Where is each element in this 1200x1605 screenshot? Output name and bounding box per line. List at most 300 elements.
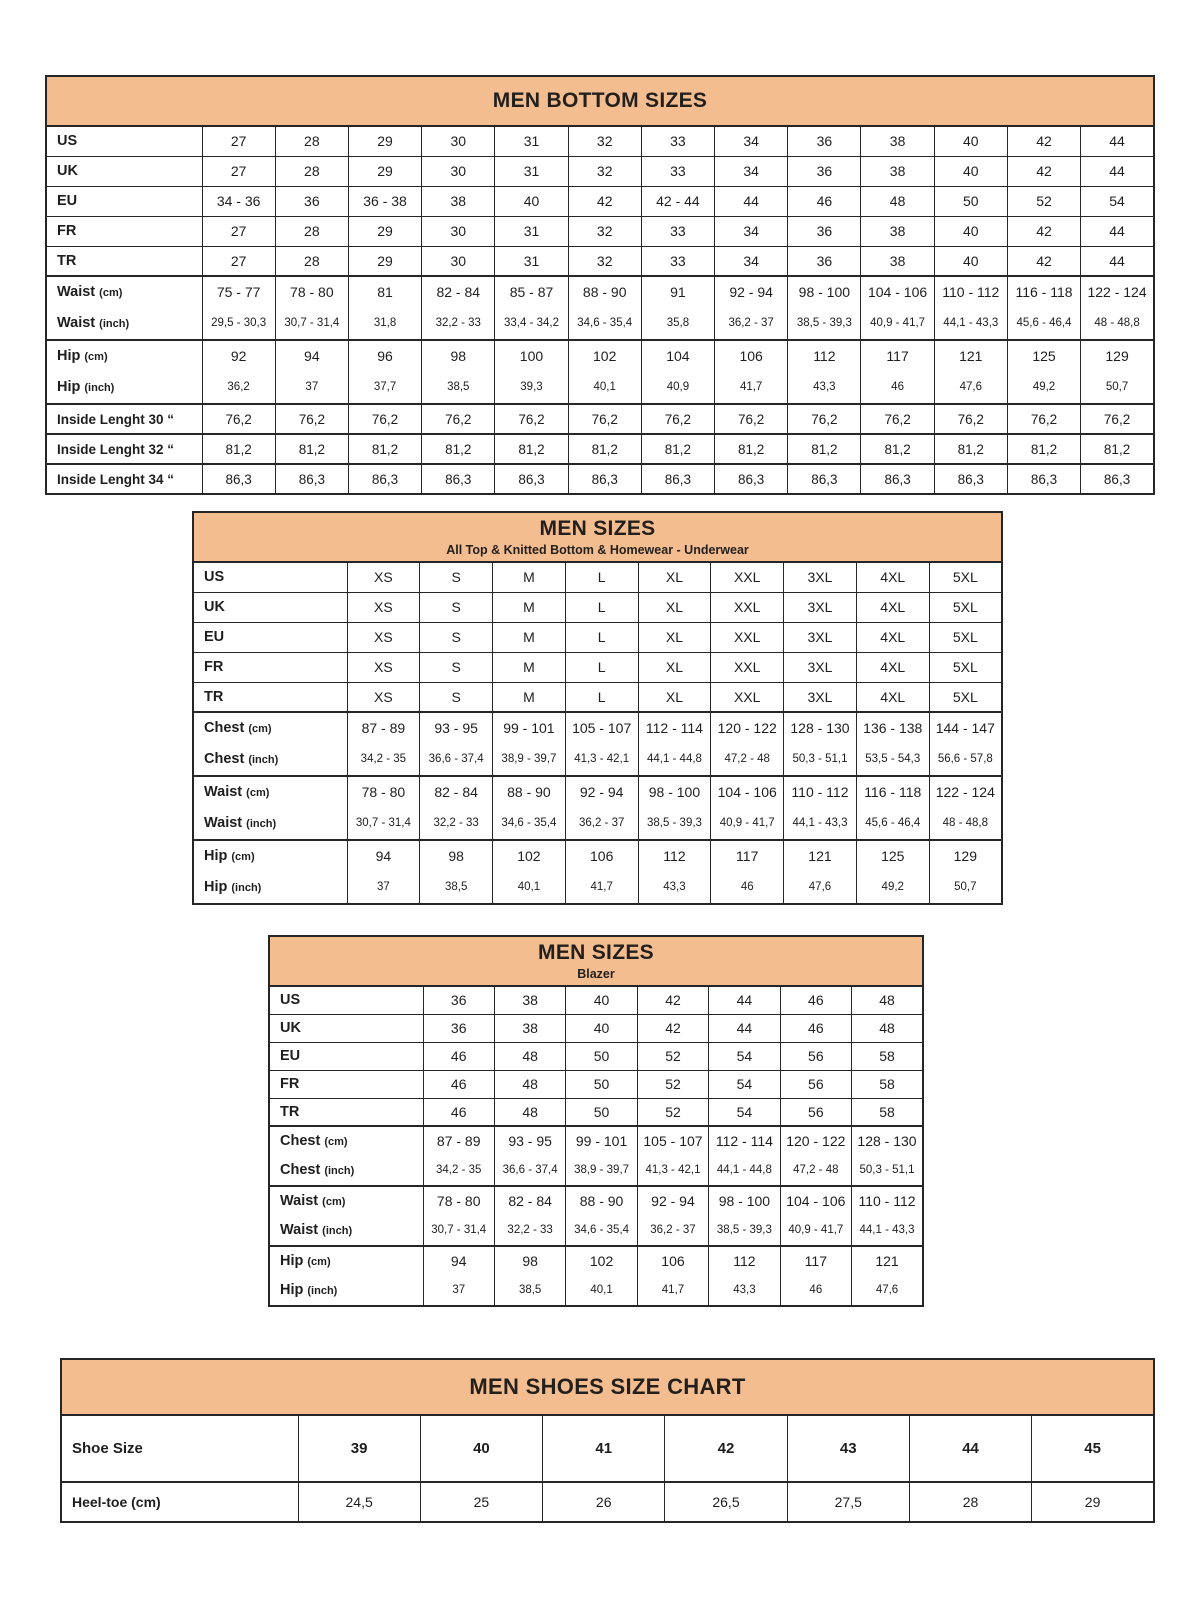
row-label [193,712,347,776]
measure-unit: (cm) [231,851,255,863]
size-cell: 56 [780,1098,851,1126]
size-cell: 76,2 [568,404,641,434]
table-row [193,652,1002,682]
measure-cell [709,1246,780,1306]
size-cell: 46 [788,186,861,216]
measure-cell [856,776,929,840]
size-cell: S [420,622,493,652]
inch-value: 47,6 [808,881,832,893]
inch-value: 40,1 [517,881,541,893]
measure-cell [638,840,711,904]
size-cell: 36 [423,986,494,1014]
measure-cell [565,840,638,904]
cm-value: 82 - 84 [508,1193,552,1209]
size-cell: 40 [420,1415,542,1482]
table-title: MEN BOTTOM SIZES [492,89,708,112]
size-cell: 50 [566,1098,637,1126]
cm-value: 144 - 147 [935,720,995,736]
table-row [46,186,1154,216]
size-cell: 40 [934,216,1007,246]
inch-value: 32,2 - 33 [433,817,479,829]
size-cell: XL [638,622,711,652]
size-cell: 34 [715,126,788,156]
size-cell: L [565,592,638,622]
cm-value: 78 - 80 [361,784,406,800]
size-cell: 52 [1007,186,1080,216]
measure-cell [780,1126,851,1186]
size-cell: 4XL [856,682,929,712]
table-header [269,936,923,986]
size-table-grid [60,1358,1155,1523]
row-label: FR [269,1070,423,1098]
size-cell: XL [638,682,711,712]
inch-value: 47,2 - 48 [724,753,770,765]
table-header-row [193,512,1002,562]
measure-cell [780,1246,851,1306]
measure-cell [1007,276,1080,340]
measure-name: Chest [280,1162,321,1178]
measure-cell [565,776,638,840]
row-label: Inside Lenght 30 “ [46,404,202,434]
size-cell: 56 [780,1070,851,1098]
size-cell: 24,5 [298,1482,420,1522]
inch-value: 44,1 - 43,3 [943,317,999,329]
cm-value: 98 - 100 [798,284,851,300]
size-cell: 32 [568,246,641,276]
inch-value: 40,1 [590,1284,613,1296]
inch-value: 46 [809,1284,823,1296]
table-row [46,216,1154,246]
measure-cell [493,776,566,840]
size-cell: M [493,562,566,592]
table-header-row [269,936,923,986]
size-cell: 48 [852,986,923,1014]
cm-value: 122 - 124 [1087,284,1147,300]
size-cell: 38 [861,156,934,186]
inch-value: 34,6 - 35,4 [577,317,633,329]
size-cell: 33 [641,156,714,186]
cm-value: 88 - 90 [579,1193,624,1209]
table-row [46,126,1154,156]
row-label [46,276,202,340]
size-cell: 3XL [784,562,857,592]
measure-cell [934,276,1007,340]
row-label [269,1126,423,1186]
size-cell: 58 [852,1070,923,1098]
inch-value: 49,2 [881,881,904,893]
size-cell: 39 [298,1415,420,1482]
inch-value: 36,6 - 37,4 [428,753,484,765]
size-cell: XXL [711,652,784,682]
size-cell: 76,2 [641,404,714,434]
cm-value: 104 - 106 [717,784,777,800]
size-cell: XS [347,652,420,682]
cm-value: 78 - 80 [290,284,334,300]
measure-cell [493,840,566,904]
cm-value: 98 [448,848,464,864]
size-cell: 81,2 [568,434,641,464]
inch-value: 34,2 - 35 [360,753,407,765]
table-row [193,562,1002,592]
measure-name: Hip [57,379,81,395]
size-cell: 81,2 [348,434,421,464]
measure-cell [420,712,493,776]
measure-unit: (cm) [84,351,108,363]
row-label [193,776,347,840]
size-cell: 28 [275,216,348,246]
men-bottom-sizes-table [45,75,1155,495]
measure-cell [275,340,348,404]
size-cell: 34 [715,156,788,186]
inch-value: 50,7 [1105,381,1129,393]
inch-value: 45,6 - 46,4 [1016,317,1072,329]
row-label [46,340,202,404]
inch-value: 37,7 [373,381,397,393]
row-label: UK [269,1014,423,1042]
measure-unit: (cm) [324,1136,348,1148]
size-cell: 36 [788,246,861,276]
size-table-grid [45,75,1155,495]
table-row [46,246,1154,276]
cm-value: 100 [519,348,544,364]
size-table-grid [192,511,1003,905]
size-cell: 44 [1081,156,1154,186]
size-cell: XXL [711,562,784,592]
inch-value: 56,6 - 57,8 [937,753,993,765]
inch-value: 34,6 - 35,4 [574,1224,630,1236]
inch-value: 35,8 [666,317,690,329]
cm-value: 122 - 124 [935,784,995,800]
row-label [193,840,347,904]
cm-value: 112 - 114 [645,720,703,736]
measure-cell [568,276,641,340]
cm-value: 120 - 122 [717,720,777,736]
inch-value: 38,5 [518,1284,542,1296]
size-cell: 38 [861,126,934,156]
size-cell: 29 [348,246,421,276]
size-cell: 36 [788,156,861,186]
cm-value: 116 - 118 [1015,284,1073,300]
table-row [269,1014,923,1042]
size-cell: 76,2 [934,404,1007,434]
measure-cell [641,276,714,340]
size-cell: 4XL [856,562,929,592]
cm-value: 117 [804,1253,827,1269]
measure-cell [709,1186,780,1246]
measure-name: Hip [57,348,81,364]
size-cell: 48 [494,1042,565,1070]
size-cell: 58 [852,1098,923,1126]
measure-cell [566,1246,637,1306]
cm-value: 88 - 90 [507,784,551,800]
measure-cell [852,1246,923,1306]
size-cell: 86,3 [495,464,568,494]
size-cell: 76,2 [422,404,495,434]
size-cell: 32 [568,216,641,246]
cm-value: 94 [450,1253,467,1269]
cm-value: 104 - 106 [786,1193,846,1209]
table-row [193,840,1002,904]
size-cell: 29 [1032,1482,1154,1522]
measure-cell [637,1186,708,1246]
cm-value: 98 - 100 [718,1193,771,1209]
inch-value: 48 - 48,8 [942,817,989,829]
measure-cell [494,1126,565,1186]
size-cell: 54 [709,1042,780,1070]
inch-value: 30,7 - 31,4 [355,817,411,829]
table-title: MEN SIZES [538,941,654,964]
size-cell: 81,2 [788,434,861,464]
cm-value: 120 - 122 [786,1133,846,1149]
measure-cell [788,276,861,340]
size-cell: 42 [568,186,641,216]
size-cell: 29 [348,216,421,246]
size-cell: 5XL [929,682,1002,712]
measure-unit: (cm) [307,1256,331,1268]
inch-value: 36,6 - 37,4 [502,1164,558,1176]
size-cell: 3XL [784,652,857,682]
size-cell: 76,2 [202,404,275,434]
cm-value: 110 - 112 [858,1193,916,1209]
size-cell: 30 [422,246,495,276]
cm-value: 125 [1032,348,1056,364]
measure-cell [715,340,788,404]
inch-value: 49,2 [1032,381,1056,393]
measure-name: Chest [280,1133,321,1149]
size-cell: L [565,562,638,592]
measure-unit: (cm) [248,723,272,735]
size-cell: 42 [637,1014,708,1042]
cm-value: 92 [230,348,247,364]
measure-cell [566,1186,637,1246]
size-cell: 44 [1081,126,1154,156]
cm-value: 98 - 100 [648,784,701,800]
size-cell: 4XL [856,652,929,682]
cm-value: 129 [1105,348,1129,364]
measure-name: Hip [204,879,228,895]
size-cell: 52 [637,1098,708,1126]
table-row [269,1042,923,1070]
size-cell: 36 [788,126,861,156]
cm-value: 112 [663,848,686,864]
size-cell: 27 [202,216,275,246]
inch-value: 48 - 48,8 [1094,317,1140,329]
cm-value: 81 [377,284,393,300]
size-cell: 81,2 [715,434,788,464]
cm-value: 98 [522,1253,538,1269]
cm-value: 96 [377,348,393,364]
size-cell: 50 [934,186,1007,216]
inch-value: 46 [740,881,754,893]
inch-value: 43,3 [663,881,686,893]
inch-value: 39,3 [520,381,543,393]
size-cell: 36 [788,216,861,246]
cm-value: 116 - 118 [864,784,922,800]
measure-cell [494,1246,565,1306]
size-cell: M [493,652,566,682]
inch-value: 36,2 - 37 [650,1224,696,1236]
table-row [46,276,1154,340]
inch-value: 31,8 [373,317,397,329]
size-cell: 36 [423,1014,494,1042]
size-cell: 26,5 [665,1482,787,1522]
size-cell: 40 [495,186,568,216]
size-cell: 86,3 [715,464,788,494]
size-cell: 3XL [784,592,857,622]
size-cell: 86,3 [202,464,275,494]
row-label: US [269,986,423,1014]
cm-value: 85 - 87 [509,284,554,300]
size-cell: 81,2 [1081,434,1154,464]
table-row [269,1186,923,1246]
measure-cell [709,1126,780,1186]
cm-value: 129 [953,848,977,864]
inch-value: 47,6 [875,1284,899,1296]
measure-cell [711,712,784,776]
table-row [46,434,1154,464]
size-cell: S [420,562,493,592]
inch-value: 45,6 - 46,4 [865,817,921,829]
size-cell: 42 - 44 [641,186,714,216]
size-cell: 54 [1081,186,1154,216]
inch-value: 44,1 - 43,3 [792,817,848,829]
size-cell: XL [638,592,711,622]
measure-name: Hip [280,1282,304,1298]
inch-value: 43,3 [733,1284,756,1296]
cm-value: 121 [959,348,983,364]
row-label: Shoe Size [61,1415,298,1482]
measure-name: Chest [204,751,245,767]
table-row [46,156,1154,186]
size-cell: 76,2 [861,404,934,434]
measure-cell [929,776,1002,840]
inch-value: 36,2 - 37 [578,817,625,829]
size-cell: S [420,592,493,622]
measure-cell [788,340,861,404]
cm-value: 112 [733,1253,756,1269]
measure-cell [347,776,420,840]
table-header-row [61,1359,1154,1415]
measure-cell [495,276,568,340]
inch-value: 30,7 - 31,4 [284,317,340,329]
size-cell: 30 [422,156,495,186]
cm-value: 110 - 112 [791,784,849,800]
inch-value: 44,1 - 43,3 [859,1224,915,1236]
cm-value: 88 - 90 [582,284,627,300]
table-row [193,592,1002,622]
size-cell: 29 [348,126,421,156]
row-label [269,1186,423,1246]
measure-cell [348,340,421,404]
size-cell: XL [638,652,711,682]
size-cell: 30 [422,126,495,156]
inch-value: 38,5 [444,881,468,893]
cm-value: 78 - 80 [436,1193,481,1209]
inch-value: 32,2 - 33 [435,317,481,329]
size-cell: XL [638,562,711,592]
cm-value: 87 - 89 [436,1133,481,1149]
row-label: EU [193,622,347,652]
measure-unit: (cm) [246,787,270,799]
size-cell: 3XL [784,682,857,712]
size-cell: L [565,682,638,712]
size-cell: L [565,622,638,652]
measure-cell [641,340,714,404]
size-cell: 40 [566,986,637,1014]
inch-value: 44,1 - 44,8 [646,753,702,765]
size-cell: 76,2 [348,404,421,434]
measure-cell [420,840,493,904]
size-cell: 46 [423,1098,494,1126]
measure-name: Waist [57,315,96,331]
row-label: EU [46,186,202,216]
size-cell: 76,2 [715,404,788,434]
cm-value: 82 - 84 [434,784,478,800]
size-cell: 40 [934,246,1007,276]
inch-value: 50,3 - 51,1 [859,1164,915,1176]
size-cell: 86,3 [641,464,714,494]
size-cell: 28 [909,1482,1031,1522]
cm-value: 92 - 94 [579,784,624,800]
cm-value: 110 - 112 [942,284,1000,300]
men-shoes-size-chart-table [60,1358,1155,1523]
cm-value: 92 - 94 [651,1193,695,1209]
cm-value: 117 [886,348,909,364]
table-row [269,1070,923,1098]
size-cell: 81,2 [641,434,714,464]
table-row [46,340,1154,404]
inch-value: 41,7 [661,1284,685,1296]
inch-value: 46 [891,381,904,393]
cm-value: 91 [670,284,686,300]
size-cell: 34 - 36 [202,186,275,216]
table-subtitle: All Top & Knitted Bottom & Homewear - Underwear [446,543,749,557]
size-cell: 38 [494,1014,565,1042]
size-cell: 5XL [929,622,1002,652]
cm-value: 99 - 101 [575,1133,628,1149]
measure-cell [929,712,1002,776]
row-label: FR [46,216,202,246]
measure-cell [638,776,711,840]
measure-cell [495,340,568,404]
inch-value: 32,2 - 33 [507,1224,553,1236]
size-cell: 46 [780,986,851,1014]
size-cell: 81,2 [422,434,495,464]
size-cell: 32 [568,126,641,156]
row-label: Heel-toe (cm) [61,1482,298,1522]
size-cell: 27 [202,246,275,276]
size-cell: 36 [275,186,348,216]
size-cell: 81,2 [861,434,934,464]
measure-unit: (cm) [322,1196,346,1208]
size-cell: 5XL [929,652,1002,682]
inch-value: 38,5 - 39,3 [716,1224,772,1236]
measure-cell [856,840,929,904]
size-cell: 86,3 [422,464,495,494]
inch-value: 43,3 [813,381,836,393]
men-sizes-top-underwear-table [192,511,1003,905]
measure-cell [347,712,420,776]
cm-value: 106 [661,1253,685,1269]
table-title: MEN SHOES SIZE CHART [469,1374,746,1399]
measure-unit: (inch) [246,818,277,830]
table-header [193,512,1002,562]
table-row [193,622,1002,652]
cm-value: 94 [375,848,392,864]
size-cell: 86,3 [1007,464,1080,494]
measure-cell [347,840,420,904]
size-cell: XS [347,592,420,622]
